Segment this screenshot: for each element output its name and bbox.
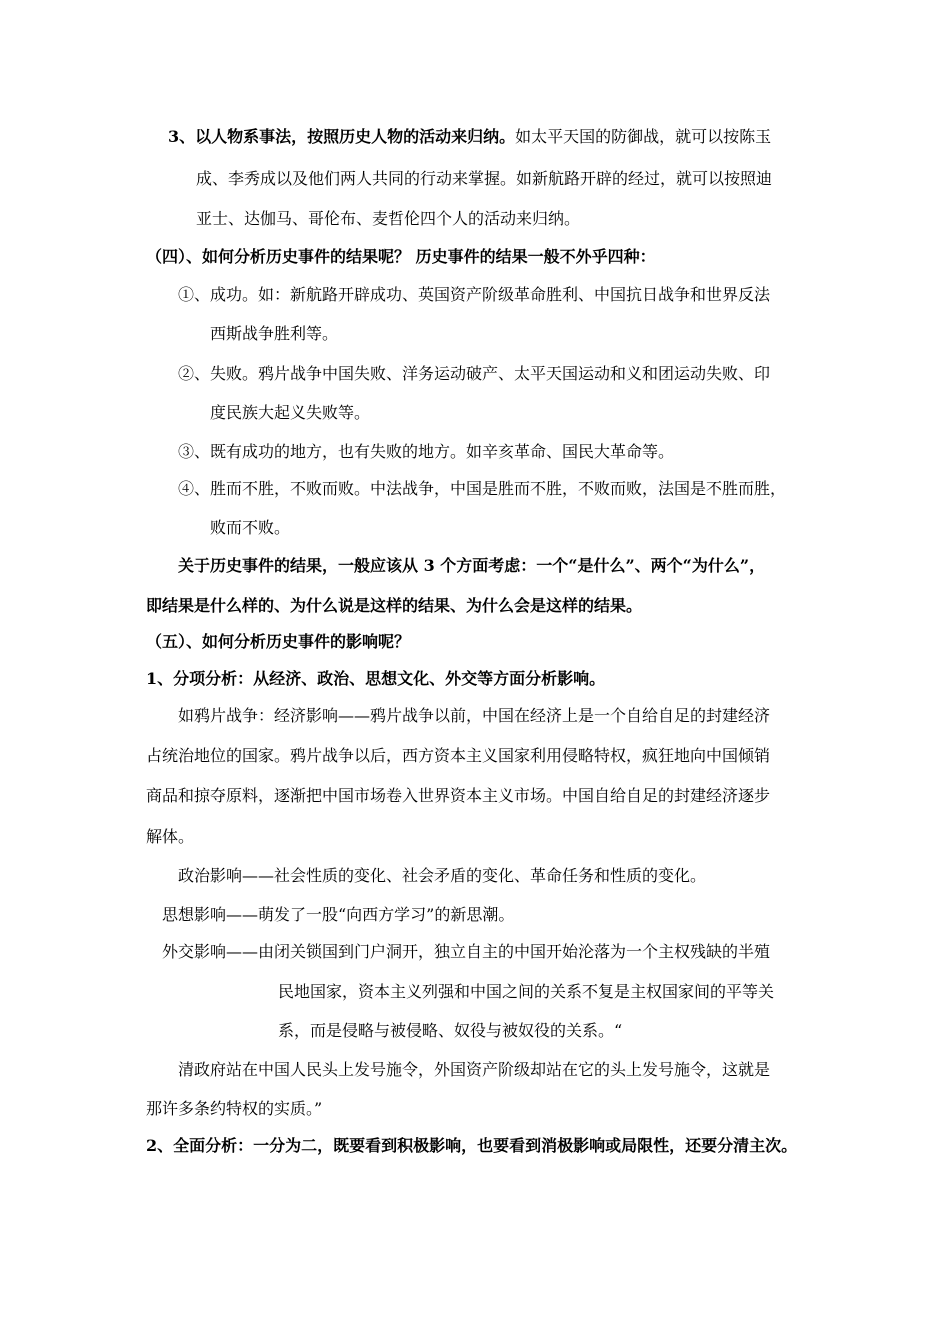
text-line: 关于历史事件的结果，一般应该从 3 个方面考虑：一个“是什么”、两个“为什么”，: [178, 556, 766, 575]
text-line: 亚士、达伽马、哥伦布、麦哲伦四个人的活动来归纳。: [196, 209, 581, 228]
text-line: ②、失败。鸦片战争中国失败、洋务运动破产、太平天国运动和义和团运动失败、印: [178, 364, 771, 383]
section-heading-4: （四）、如何分析历史事件的结果呢？ 历史事件的结果一般不外乎四种：: [146, 247, 656, 266]
text-line: ①、成功。如：新航路开辟成功、英国资产阶级革命胜利、中国抗日战争和世界反法: [178, 285, 771, 304]
text-line: 系，而是侵略与被侵略、奴役与被奴役的关系。“: [278, 1021, 623, 1040]
text-line: 那许多条约特权的实质。”: [146, 1099, 323, 1118]
text-line: 思想影响——萌发了一股“向西方学习”的新思潮。: [162, 905, 515, 924]
section-heading-5: （五）、如何分析历史事件的影响呢？: [146, 632, 411, 651]
text-line: 民地国家，资本主义列强和中国之间的关系不复是主权国家间的平等关: [278, 982, 775, 1001]
text-line: 政治影响——社会性质的变化、社会矛盾的变化、革命任务和性质的变化。: [178, 866, 707, 885]
text-line: [168, 127, 771, 147]
text-line: 占统治地位的国家。鸦片战争以后，西方资本主义国家利用侵略特权，疯狂地向中国倾销: [146, 746, 771, 765]
bold-heading: 3、以人物系事法，按照历史人物的活动来归纳。: [168, 127, 516, 146]
text-line: 即结果是什么样的、为什么说是这样的结果、为什么会是这样的结果。: [146, 596, 643, 615]
text-line: 清政府站在中国人民头上发号施令，外国资产阶级却站在它的头上发号施令，这就是: [178, 1060, 771, 1079]
text-line: ④、胜而不胜，不败而败。中法战争，中国是胜而不胜，不败而败，法国是不胜而胜，: [178, 479, 787, 498]
subsection-heading-1: 1、分项分析：从经济、政治、思想文化、外交等方面分析影响。: [146, 669, 606, 688]
text-line: 度民族大起义失败等。: [210, 403, 371, 422]
text-line: 如鸦片战争：经济影响——鸦片战争以前，中国在经济上是一个自给自足的封建经济: [178, 706, 771, 725]
text-line: 西斯战争胜利等。: [210, 324, 339, 343]
text-line: 解体。: [146, 827, 195, 846]
text-line: ③、既有成功的地方，也有失败的地方。如辛亥革命、国民大革命等。: [178, 442, 675, 461]
text-line: 败而不败。: [210, 518, 291, 537]
text-line: 商品和掠夺原料，逐渐把中国市场卷入世界资本主义市场。中国自给自足的封建经济逐步: [146, 786, 771, 805]
text-line: 成、李秀成以及他们两人共同的行动来掌握。如新航路开辟的经过，就可以按照迪: [196, 169, 773, 188]
text-line: 外交影响——由闭关锁国到门户洞开，独立自主的中国开始沦落为一个主权残缺的半殖: [162, 942, 771, 961]
subsection-heading-2: 2、全面分析：一分为二，既要看到积极影响，也要看到消极影响或局限性，还要分清主次。: [146, 1136, 798, 1155]
line-text: 如太平天国的防御战，就可以按陈玉: [515, 127, 772, 146]
